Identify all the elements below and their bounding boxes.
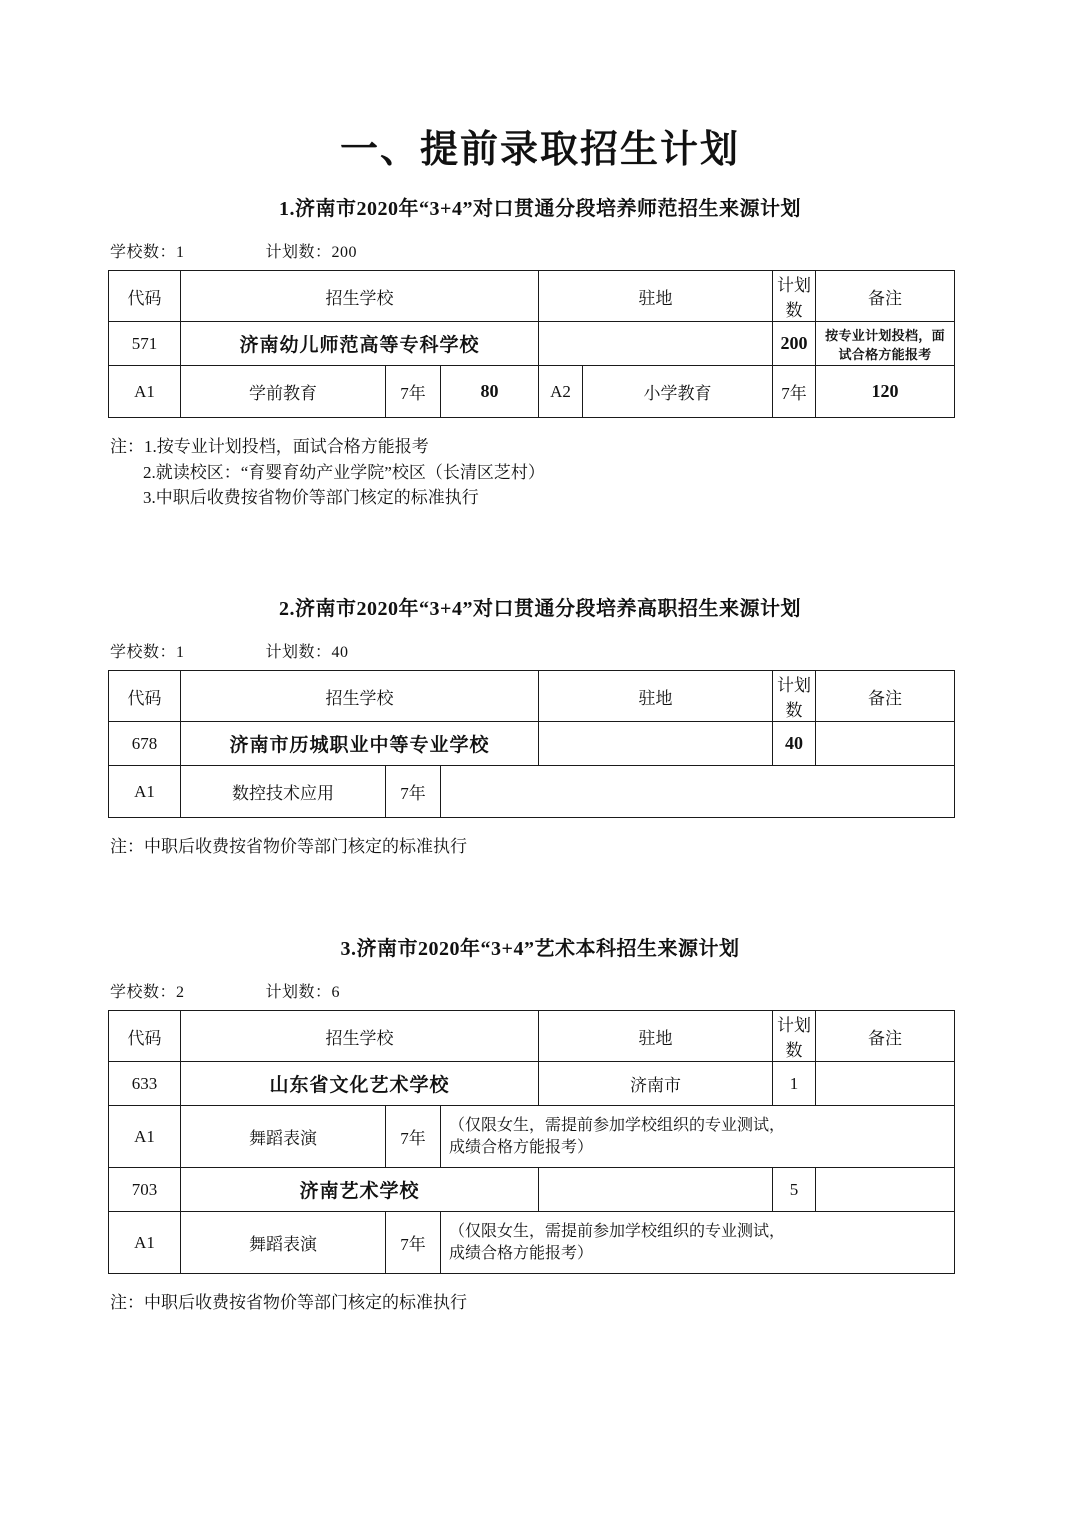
header-remark: 备注 bbox=[816, 671, 955, 722]
footnote-line: 注：中职后收费按省物价等部门核定的标准执行 bbox=[110, 837, 467, 856]
cell-location: 济南市 bbox=[539, 1062, 773, 1106]
section-1-title: 1.济南市2020年“3+4”对口贯通分段培养师范招生来源计划 bbox=[279, 198, 801, 220]
header-plan-count: 计划数 bbox=[773, 671, 816, 722]
header-code: 代码 bbox=[109, 671, 181, 722]
cell-school-name: 济南艺术学校 bbox=[181, 1168, 539, 1212]
cell-remark bbox=[816, 1168, 955, 1212]
header-school: 招生学校 bbox=[181, 271, 539, 322]
header-location: 驻地 bbox=[539, 1011, 773, 1062]
cell-major-years: 7年 bbox=[386, 1212, 441, 1274]
section-3-plan-count: 计划数：6 bbox=[265, 984, 341, 1001]
section-3-school-count: 学校数：2 bbox=[110, 984, 185, 1001]
header-location: 驻地 bbox=[539, 271, 773, 322]
cell-school-name: 济南幼儿师范高等专科学校 bbox=[181, 322, 539, 366]
cell-plan-count: 200 bbox=[773, 322, 816, 366]
cell-major-name: 舞蹈表演 bbox=[181, 1106, 386, 1168]
section-2-meta bbox=[0, 639, 1080, 662]
table-row bbox=[109, 766, 955, 818]
cell-major-code: A1 bbox=[109, 766, 181, 818]
cell-major-count-a: 80 bbox=[441, 366, 539, 418]
cell-plan-count: 40 bbox=[773, 722, 816, 766]
cell-location bbox=[539, 322, 773, 366]
cell-major-years-a: 7年 bbox=[386, 366, 441, 418]
table-row bbox=[109, 1106, 955, 1168]
header-remark: 备注 bbox=[816, 271, 955, 322]
section-3-meta bbox=[0, 979, 1080, 1002]
footnote-line: 注：中职后收费按省物价等部门核定的标准执行 bbox=[110, 1293, 467, 1312]
table-row bbox=[109, 1212, 955, 1274]
header-code: 代码 bbox=[109, 1011, 181, 1062]
section-1-school-count: 学校数：1 bbox=[110, 244, 185, 261]
cell-major-years-b: 7年 bbox=[773, 366, 816, 418]
cell-major-code: A1 bbox=[109, 1106, 181, 1168]
section-2-school-count: 学校数：1 bbox=[110, 644, 185, 661]
cell-plan-count: 1 bbox=[773, 1062, 816, 1106]
section-1-table bbox=[108, 270, 955, 418]
cell-major-remark bbox=[441, 766, 955, 818]
remark-line-1: （仅限女生，需提前参加学校组织的专业测试， bbox=[449, 1223, 786, 1241]
section-1-plan-count: 计划数：200 bbox=[265, 244, 358, 261]
section-3 bbox=[0, 932, 1080, 1316]
section-3-title: 3.济南市2020年“3+4”艺术本科招生来源计划 bbox=[340, 938, 740, 960]
section-2-table bbox=[108, 670, 955, 818]
section-3-footnotes bbox=[0, 1290, 1080, 1316]
table-row bbox=[109, 1168, 955, 1212]
header-plan-count: 计划数 bbox=[773, 1011, 816, 1062]
cell-school-code: 633 bbox=[109, 1062, 181, 1106]
cell-plan-count: 5 bbox=[773, 1168, 816, 1212]
table-header-row bbox=[109, 1011, 955, 1062]
header-remark: 备注 bbox=[816, 1011, 955, 1062]
cell-major-years: 7年 bbox=[386, 766, 441, 818]
table-row bbox=[109, 1062, 955, 1106]
cell-major-name-b: 小学教育 bbox=[583, 366, 773, 418]
cell-major-code-b: A2 bbox=[539, 366, 583, 418]
cell-remark: 按专业计划投档，面试合格方能报考 bbox=[816, 322, 955, 366]
cell-remark bbox=[816, 722, 955, 766]
header-plan-count: 计划数 bbox=[773, 271, 816, 322]
cell-location bbox=[539, 1168, 773, 1212]
table-header-row bbox=[109, 671, 955, 722]
section-2-footnotes bbox=[0, 834, 1080, 860]
cell-major-remark bbox=[441, 1212, 955, 1274]
table-row bbox=[109, 322, 955, 366]
section-1-meta bbox=[0, 239, 1080, 262]
header-location: 驻地 bbox=[539, 671, 773, 722]
table-header-row bbox=[109, 271, 955, 322]
cell-school-code: 571 bbox=[109, 322, 181, 366]
section-1-footnotes bbox=[0, 434, 1080, 511]
cell-major-count-b: 120 bbox=[816, 366, 955, 418]
footnote-line: 注：1.按专业计划投档，面试合格方能报考 bbox=[110, 437, 429, 456]
page-title: 一、提前录取招生计划 bbox=[339, 129, 740, 171]
section-2 bbox=[0, 592, 1080, 860]
cell-major-name: 数控技术应用 bbox=[181, 766, 386, 818]
table-row bbox=[109, 366, 955, 418]
header-school: 招生学校 bbox=[181, 671, 539, 722]
section-2-title: 2.济南市2020年“3+4”对口贯通分段培养高职招生来源计划 bbox=[279, 598, 801, 620]
cell-location bbox=[539, 722, 773, 766]
footnote-line: 2.就读校区：“育婴育幼产业学院”校区（长清区芝村） bbox=[143, 462, 545, 482]
cell-major-years: 7年 bbox=[386, 1106, 441, 1168]
section-1 bbox=[0, 192, 1080, 511]
cell-school-name: 山东省文化艺术学校 bbox=[181, 1062, 539, 1106]
cell-school-code: 703 bbox=[109, 1168, 181, 1212]
cell-school-code: 678 bbox=[109, 722, 181, 766]
table-row bbox=[109, 722, 955, 766]
cell-school-name: 济南市历城职业中等专业学校 bbox=[181, 722, 539, 766]
header-code: 代码 bbox=[109, 271, 181, 322]
cell-major-remark bbox=[441, 1106, 955, 1168]
section-3-table bbox=[108, 1010, 955, 1274]
cell-major-name: 舞蹈表演 bbox=[181, 1212, 386, 1274]
remark-line-1: （仅限女生，需提前参加学校组织的专业测试， bbox=[449, 1117, 786, 1135]
footnote-line: 3.中职后收费按省物价等部门核定的标准执行 bbox=[143, 488, 479, 507]
remark-line-2: 成绩合格方能报考） bbox=[449, 1244, 594, 1262]
cell-major-name-a: 学前教育 bbox=[181, 366, 386, 418]
cell-major-code: A1 bbox=[109, 1212, 181, 1274]
section-2-plan-count: 计划数：40 bbox=[265, 644, 349, 661]
cell-major-code-a: A1 bbox=[109, 366, 181, 418]
header-school: 招生学校 bbox=[181, 1011, 539, 1062]
cell-remark bbox=[816, 1062, 955, 1106]
remark-line-2: 成绩合格方能报考） bbox=[449, 1138, 594, 1156]
